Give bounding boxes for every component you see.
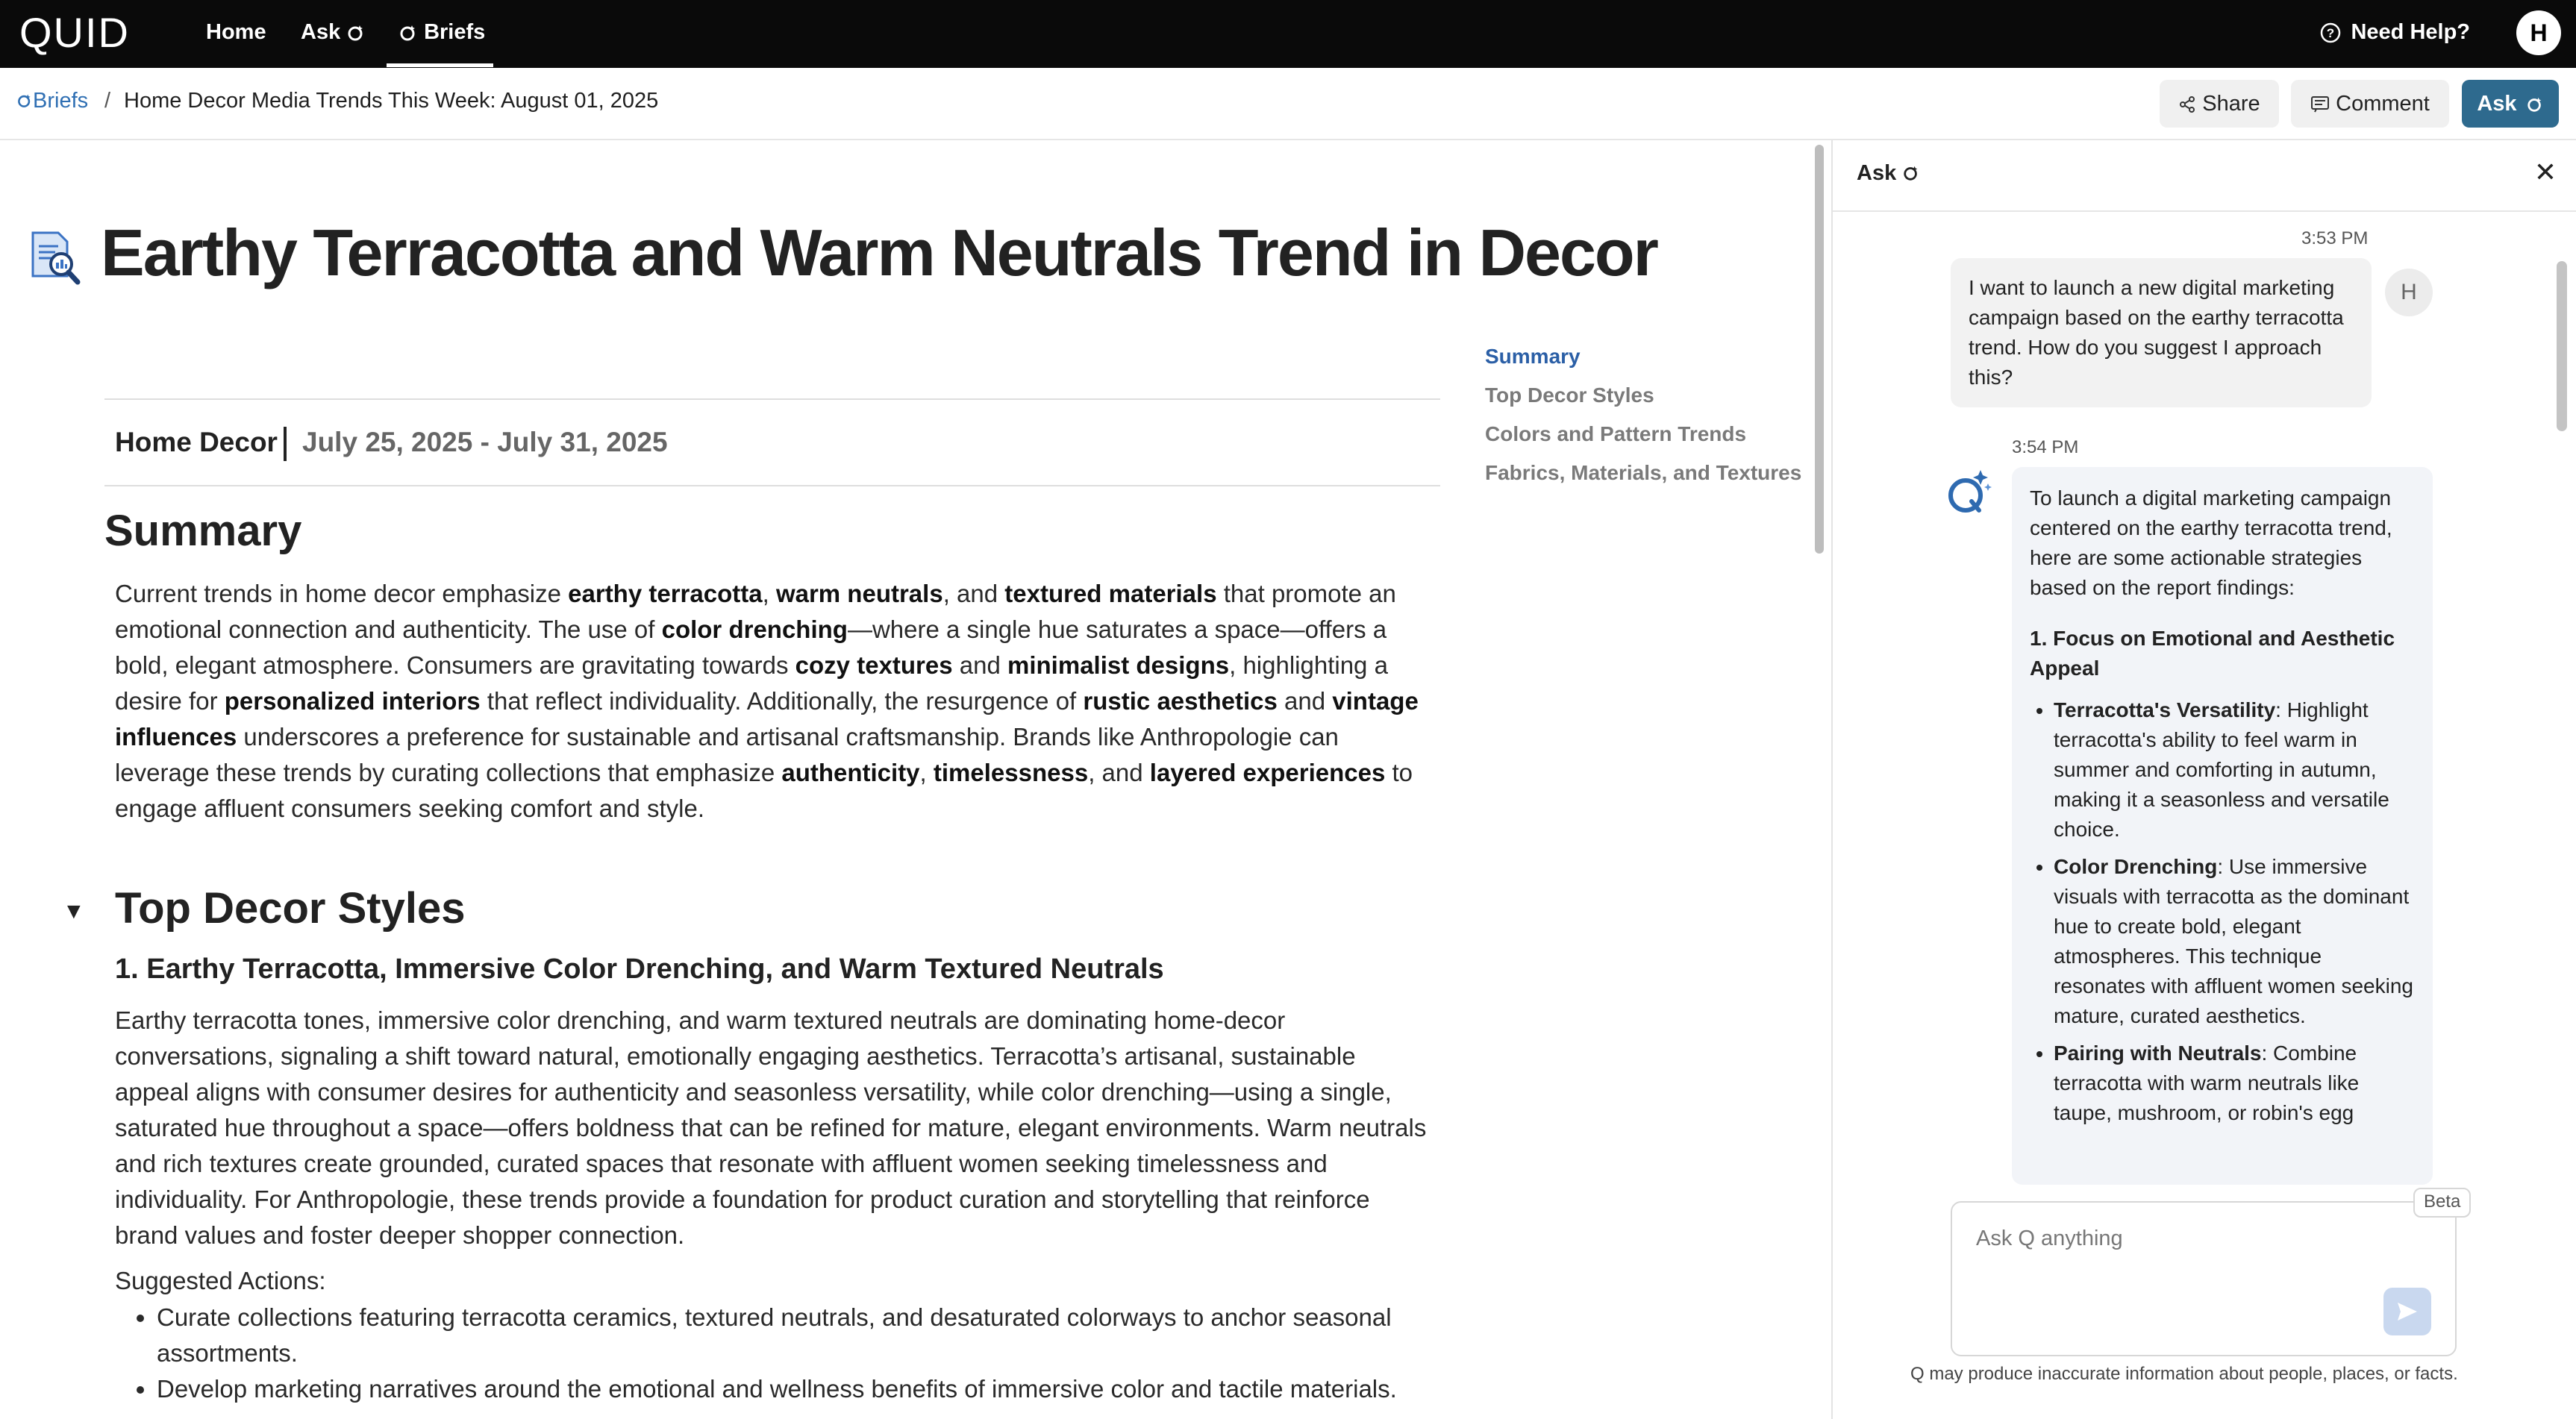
nav-briefs[interactable] <box>398 0 485 68</box>
assistant-message <box>2012 467 2433 1185</box>
share-button[interactable] <box>2160 80 2279 128</box>
close-icon[interactable]: ✕ <box>2533 157 2557 187</box>
ask-q-label: Ask <box>2477 92 2517 116</box>
breadcrumb-bar <box>0 68 2576 140</box>
list-item: • Develop marketing narratives around the emotional and wellness benefits of immersive color and tactile materials. <box>157 1371 1470 1407</box>
breadcrumb-briefs-link[interactable] <box>16 89 88 113</box>
brief-document <box>0 140 1827 1419</box>
assistant-intro: To launch a digital marketing campaign centered on the earthy terracotta trend, here are some actionable strategies based on the report findings: <box>2030 486 2392 599</box>
help-icon <box>2319 22 2342 44</box>
chat-scrollbar[interactable] <box>2557 261 2567 431</box>
breadcrumb-briefs-label: Briefs <box>33 89 89 113</box>
nav-ask[interactable] <box>301 0 366 68</box>
suggested-actions-label: Suggested Actions: <box>115 1267 326 1294</box>
report-search-icon <box>28 230 82 286</box>
avatar: H <box>2385 269 2433 316</box>
point-text: : Use immersive visuals with terracotta as the dominant hue to create bold, elegant atmospheres. This technique resonates with affluent women seeking mature, curated aesthetics. <box>2054 855 2413 1027</box>
share-icon <box>2178 95 2196 113</box>
disclaimer-text: Q may produce inaccurate information about people, places, or facts. <box>1910 1364 2458 1384</box>
ask-q-button[interactable] <box>2462 80 2559 128</box>
assistant-points <box>2030 695 2415 1128</box>
section-heading-top-decor-styles: Top Decor Styles <box>115 884 466 933</box>
breadcrumb-current: Home Decor Media Trends This Week: August 01, 2025 <box>124 89 659 113</box>
ask-q-input-box <box>1951 1201 2457 1356</box>
divider <box>104 485 1440 486</box>
q-logo-icon <box>2526 95 2544 113</box>
q-logo-icon <box>1902 164 1920 182</box>
send-icon <box>2396 1301 2419 1322</box>
toc-top-decor-styles[interactable]: Top Decor Styles <box>1485 383 1654 407</box>
nav-ask-label: Ask <box>301 20 341 44</box>
point-term: Pairing with Neutrals <box>2054 1041 2262 1065</box>
need-help-button[interactable] <box>2319 0 2470 68</box>
list-item <box>2054 1039 2415 1128</box>
assistant-heading: 1. Focus on Emotional and Aesthetic Appeal <box>2030 627 2395 680</box>
user-avatar[interactable]: H <box>2516 10 2561 55</box>
q-logo-icon <box>16 93 33 109</box>
nav-home[interactable]: Home <box>206 20 266 44</box>
document-scrollbar[interactable] <box>1815 145 1824 554</box>
brief-category: Home Decor <box>115 427 278 457</box>
brief-date-range: July 25, 2025 - July 31, 2025 <box>302 427 668 457</box>
breadcrumb-separator: / <box>104 89 111 113</box>
comment-label: Comment <box>2336 92 2430 116</box>
list-item: • Curate collections featuring terracotta ceramics, textured neutrals, and desaturated colorways to anchor seasonal assortments. <box>157 1300 1470 1371</box>
message-timestamp: 3:53 PM <box>2301 228 2369 248</box>
message-timestamp: 3:54 PM <box>2012 437 2079 457</box>
quid-logo[interactable]: QUID <box>19 9 130 56</box>
collapse-toggle-icon[interactable]: ▼ <box>63 899 85 924</box>
need-help-label: Need Help? <box>2351 20 2470 44</box>
q-logo-icon <box>346 23 366 43</box>
toc-fabrics-materials-textures[interactable]: Fabrics, Materials, and Textures <box>1485 461 1802 484</box>
send-button[interactable] <box>2383 1288 2431 1335</box>
beta-badge: Beta <box>2413 1188 2471 1218</box>
suggested-actions-list <box>115 1300 1470 1407</box>
q-assistant-icon <box>1946 467 1992 516</box>
user-message: I want to launch a new digital marketing campaign based on the earthy terracotta trend. How do you suggest I approach this? <box>1951 258 2372 407</box>
subsection-heading: 1. Earthy Terracotta, Immersive Color Drenching, and Warm Textured Neutrals <box>115 953 1164 985</box>
nav-active-indicator <box>387 63 493 67</box>
ask-q-input[interactable] <box>1975 1225 2425 1288</box>
summary-paragraph: Current trends in home decor emphasize earthy terracotta, warm neutrals, and textured materials that promote an emotional connection and authenticity. The use of color drenching—where a single hue saturates a space—offers a bold, elegant atmosphere. Consumers are gravitating towards cozy textures and minimalist designs, highlighting a desire for personalized interiors that reflect individuality. Additionally, the resurgence of rustic aesthetics and vintage influences underscores a preference for sustainable and artisanal craftsmanship. Brands like Anthropologie can leverage these trends by curating collections that emphasize authenticity, timelessness, and layered experiences to engage affluent consumers seeking comfort and style. <box>115 580 1419 822</box>
list-item <box>2054 695 2415 845</box>
section-heading-summary: Summary <box>104 507 302 555</box>
nav-briefs-label: Briefs <box>424 20 486 44</box>
comment-icon <box>2310 95 2330 113</box>
q-logo-icon <box>398 23 418 43</box>
svg-text:?: ? <box>2327 26 2335 41</box>
ask-q-title-label: Ask <box>1857 161 1897 185</box>
toc-summary[interactable]: Summary <box>1485 345 1581 368</box>
share-label: Share <box>2202 92 2260 116</box>
comment-button[interactable] <box>2291 80 2449 128</box>
list-item <box>2054 852 2415 1031</box>
subsection-paragraph: Earthy terracotta tones, immersive color drenching, and warm textured neutrals are dominating home-decor conversations, signaling a shift toward natural, emotionally engaging aesthetics. Terracotta’s artisanal, sustainable appeal aligns with consumer desires for authenticity and seasonless versatility, while color drenching—using a single, saturated hue throughout a space—offers boldness that can be refined for mature, elegant environments. Warm neutrals and rich textures create grounded, curated spaces that resonate with affluent women seeking timelessness and individuality. For Anthropologie, these trends provide a foundation for product curation and storytelling that reinforce brand values and foster deeper shopper connection. <box>115 1006 1427 1249</box>
point-term: Terracotta's Versatility <box>2054 698 2276 721</box>
ask-q-panel-title <box>1857 161 1920 186</box>
divider <box>104 398 1440 400</box>
meta-divider <box>284 427 287 461</box>
point-text: : Combine terracotta with warm neutrals like taupe, mushroom, or robin's egg <box>2054 1041 2360 1124</box>
toc-colors-pattern-trends[interactable]: Colors and Pattern Trends <box>1485 422 1747 445</box>
ask-q-panel-header <box>1833 140 2576 212</box>
top-navigation-bar <box>0 0 2576 68</box>
page-title: Earthy Terracotta and Warm Neutrals Trend in Decor <box>101 216 1657 289</box>
point-text: : Highlight terracotta's ability to feel warm in summer and comforting in autumn, making it a seasonless and versatile choice. <box>2054 698 2389 841</box>
point-term: Color Drenching <box>2054 855 2218 878</box>
